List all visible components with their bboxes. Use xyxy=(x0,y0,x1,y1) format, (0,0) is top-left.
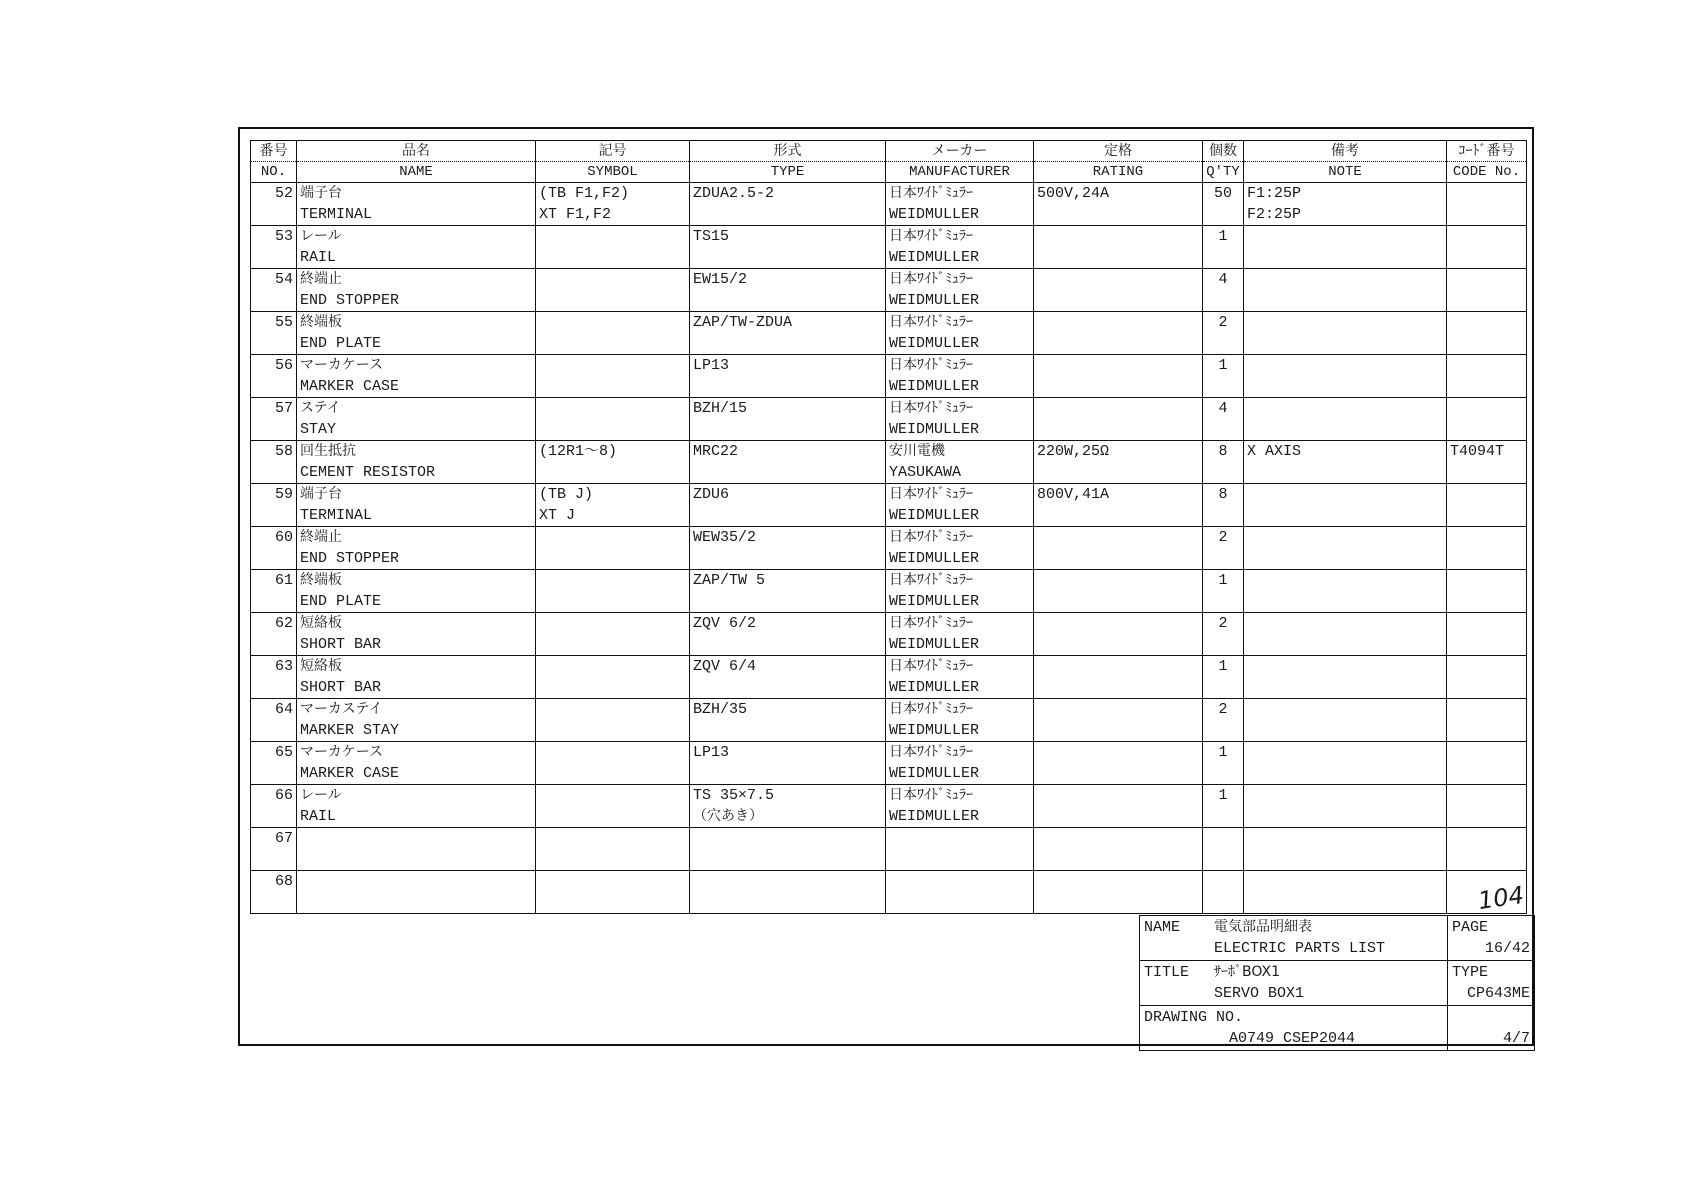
row-symbol xyxy=(536,828,690,871)
header-symbol: 記号 SYMBOL xyxy=(536,141,690,183)
row-note xyxy=(1244,183,1447,226)
table-row xyxy=(251,613,1527,656)
row-code xyxy=(1447,398,1527,441)
row-type xyxy=(690,269,886,312)
row-name-line: 短絡板 xyxy=(300,658,342,674)
row-qty: 8 xyxy=(1203,484,1244,527)
table-row xyxy=(251,742,1527,785)
row-type xyxy=(690,613,886,656)
row-note xyxy=(1244,871,1447,914)
row-qty: 4 xyxy=(1203,269,1244,312)
row-name xyxy=(297,484,536,527)
row-note xyxy=(1244,613,1447,656)
row-manufacturer-line: 日本ﾜｲﾄﾞﾐｭﾗｰ xyxy=(889,486,973,502)
row-manufacturer xyxy=(886,355,1034,398)
row-code xyxy=(1447,183,1527,226)
row-manufacturer-line: 日本ﾜｲﾄﾞﾐｭﾗｰ xyxy=(889,701,973,717)
row-type xyxy=(690,183,886,226)
row-name-line: END STOPPER xyxy=(300,292,400,309)
parts-table xyxy=(250,140,1527,914)
header-name: 品名 NAME xyxy=(297,141,536,183)
row-manufacturer-line: WEIDMULLER xyxy=(889,421,980,438)
row-qty xyxy=(1203,828,1244,871)
row-rating xyxy=(1034,785,1203,828)
row-type xyxy=(690,656,886,699)
row-name-line: 終端止 xyxy=(300,271,342,287)
row-qty: 1 xyxy=(1203,656,1244,699)
row-name-line: MARKER CASE xyxy=(300,378,400,395)
row-manufacturer-line: 日本ﾜｲﾄﾞﾐｭﾗｰ xyxy=(889,271,973,287)
row-type xyxy=(690,398,886,441)
row-qty: 50 xyxy=(1203,183,1244,226)
table-header-row xyxy=(251,141,1527,183)
header-manufacturer: メーカー MANUFACTURER xyxy=(886,141,1034,183)
row-rating xyxy=(1034,871,1203,914)
table-row xyxy=(251,570,1527,613)
table-row xyxy=(251,355,1527,398)
row-type xyxy=(690,441,886,484)
row-type xyxy=(690,785,886,828)
row-qty: 2 xyxy=(1203,613,1244,656)
row-note-line: F2:25P xyxy=(1247,206,1302,223)
row-name-line: ステイ xyxy=(300,400,341,416)
row-rating xyxy=(1034,312,1203,355)
row-symbol xyxy=(536,183,690,226)
row-manufacturer xyxy=(886,742,1034,785)
row-type-line: MRC22 xyxy=(693,443,739,460)
row-manufacturer xyxy=(886,871,1034,914)
header-qty: 個数 Q'TY xyxy=(1203,141,1244,183)
row-manufacturer-line: WEIDMULLER xyxy=(889,679,980,696)
row-name xyxy=(297,269,536,312)
row-note xyxy=(1244,226,1447,269)
row-note xyxy=(1244,441,1447,484)
row-note xyxy=(1244,312,1447,355)
row-manufacturer xyxy=(886,441,1034,484)
row-note xyxy=(1244,398,1447,441)
row-symbol xyxy=(536,441,690,484)
row-manufacturer xyxy=(886,226,1034,269)
table-row xyxy=(251,183,1527,226)
row-manufacturer-line: 日本ﾜｲﾄﾞﾐｭﾗｰ xyxy=(889,744,973,760)
row-name xyxy=(297,570,536,613)
row-type-line: ZQV 6/4 xyxy=(693,658,757,675)
table-row xyxy=(251,269,1527,312)
row-manufacturer-line: WEIDMULLER xyxy=(889,550,980,567)
row-rating xyxy=(1034,355,1203,398)
row-symbol xyxy=(536,527,690,570)
row-rating xyxy=(1034,226,1203,269)
row-number: 54 xyxy=(251,269,297,312)
row-manufacturer-line: 日本ﾜｲﾄﾞﾐｭﾗｰ xyxy=(889,185,973,201)
row-symbol xyxy=(536,699,690,742)
row-number: 60 xyxy=(251,527,297,570)
row-type xyxy=(690,871,886,914)
row-manufacturer-line: WEIDMULLER xyxy=(889,378,980,395)
row-qty: 2 xyxy=(1203,699,1244,742)
row-manufacturer-line: YASUKAWA xyxy=(889,464,962,481)
row-note xyxy=(1244,570,1447,613)
title-block-type: TYPE CP643ME xyxy=(1448,961,1535,1006)
row-manufacturer-line: WEIDMULLER xyxy=(889,335,980,352)
row-code xyxy=(1447,613,1527,656)
row-number: 68 xyxy=(251,871,297,914)
row-code xyxy=(1447,484,1527,527)
row-code xyxy=(1447,269,1527,312)
row-qty: 1 xyxy=(1203,742,1244,785)
row-manufacturer-line: 日本ﾜｲﾄﾞﾐｭﾗｰ xyxy=(889,228,973,244)
row-name-line: RAIL xyxy=(300,249,337,266)
row-number: 63 xyxy=(251,656,297,699)
row-manufacturer xyxy=(886,613,1034,656)
row-code xyxy=(1447,226,1527,269)
header-type: 形式 TYPE xyxy=(690,141,886,183)
row-symbol-line: (TB F1,F2) xyxy=(539,185,630,202)
row-number: 67 xyxy=(251,828,297,871)
row-name xyxy=(297,656,536,699)
row-rating xyxy=(1034,742,1203,785)
row-type-line: LP13 xyxy=(693,744,730,761)
row-name-line: STAY xyxy=(300,421,337,438)
row-note xyxy=(1244,699,1447,742)
row-name-line: 端子台 xyxy=(300,185,342,201)
row-code xyxy=(1447,699,1527,742)
row-name xyxy=(297,828,536,871)
row-name-line: 短絡板 xyxy=(300,615,342,631)
row-name xyxy=(297,785,536,828)
row-manufacturer-line: 日本ﾜｲﾄﾞﾐｭﾗｰ xyxy=(889,572,973,588)
row-type-line: BZH/35 xyxy=(693,701,748,718)
row-type-line: （穴あき） xyxy=(693,808,763,824)
row-symbol xyxy=(536,785,690,828)
row-code: T4094T xyxy=(1447,441,1527,484)
row-name-line: TERMINAL xyxy=(300,206,373,223)
row-name-line: 端子台 xyxy=(300,486,342,502)
row-manufacturer-line: 安川電機 xyxy=(889,443,945,459)
row-note-line: F1:25P xyxy=(1247,185,1302,202)
row-type-line: WEW35/2 xyxy=(693,529,757,546)
row-name-line: RAIL xyxy=(300,808,337,825)
row-symbol xyxy=(536,269,690,312)
row-type-line: BZH/15 xyxy=(693,400,748,417)
table-row xyxy=(251,527,1527,570)
row-number: 64 xyxy=(251,699,297,742)
row-symbol xyxy=(536,656,690,699)
title-block xyxy=(1139,915,1535,1051)
row-rating xyxy=(1034,828,1203,871)
row-manufacturer-line: 日本ﾜｲﾄﾞﾐｭﾗｰ xyxy=(889,787,973,803)
row-number: 59 xyxy=(251,484,297,527)
row-symbol xyxy=(536,398,690,441)
row-name-line: END PLATE xyxy=(300,335,382,352)
title-block-drawing-no: DRAWING NO. A0749 CSEP2044 xyxy=(1140,1006,1448,1051)
row-name xyxy=(297,527,536,570)
row-name-line: END PLATE xyxy=(300,593,382,610)
row-name-line: SHORT BAR xyxy=(300,679,382,696)
row-type xyxy=(690,312,886,355)
row-manufacturer-line: WEIDMULLER xyxy=(889,206,980,223)
header-rating: 定格 RATING xyxy=(1034,141,1203,183)
header-note: 備考 NOTE xyxy=(1244,141,1447,183)
row-manufacturer-line: WEIDMULLER xyxy=(889,765,980,782)
row-name-line: CEMENT RESISTOR xyxy=(300,464,436,481)
row-name xyxy=(297,355,536,398)
row-name-line: MARKER CASE xyxy=(300,765,400,782)
row-symbol xyxy=(536,613,690,656)
row-name xyxy=(297,871,536,914)
row-number: 62 xyxy=(251,613,297,656)
table-row xyxy=(251,484,1527,527)
row-qty xyxy=(1203,871,1244,914)
row-manufacturer-line: WEIDMULLER xyxy=(889,593,980,610)
row-manufacturer xyxy=(886,570,1034,613)
row-manufacturer-line: 日本ﾜｲﾄﾞﾐｭﾗｰ xyxy=(889,400,973,416)
row-note xyxy=(1244,828,1447,871)
row-name-line: マーカケース xyxy=(300,744,384,760)
row-name xyxy=(297,742,536,785)
row-name-line: 終端板 xyxy=(300,572,342,588)
row-manufacturer-line: 日本ﾜｲﾄﾞﾐｭﾗｰ xyxy=(889,357,973,373)
row-symbol xyxy=(536,355,690,398)
table-row xyxy=(251,398,1527,441)
row-symbol-line: XT F1,F2 xyxy=(539,206,612,223)
row-name-line: MARKER STAY xyxy=(300,722,400,739)
row-type xyxy=(690,699,886,742)
title-block-title: TITLE ｻｰﾎﾞBOX1 SERVO BOX1 xyxy=(1140,961,1448,1006)
row-manufacturer xyxy=(886,828,1034,871)
row-manufacturer xyxy=(886,527,1034,570)
row-type xyxy=(690,226,886,269)
row-manufacturer-line: WEIDMULLER xyxy=(889,808,980,825)
row-manufacturer-line: WEIDMULLER xyxy=(889,722,980,739)
row-name xyxy=(297,613,536,656)
row-name xyxy=(297,226,536,269)
row-type-line: LP13 xyxy=(693,357,730,374)
row-symbol-line: (TB J) xyxy=(539,486,594,503)
row-number: 55 xyxy=(251,312,297,355)
row-name xyxy=(297,312,536,355)
row-name-line: END STOPPER xyxy=(300,550,400,567)
row-type xyxy=(690,742,886,785)
row-manufacturer xyxy=(886,699,1034,742)
row-rating: 500V,24A xyxy=(1034,183,1203,226)
row-manufacturer xyxy=(886,312,1034,355)
row-note xyxy=(1244,742,1447,785)
row-type-line: ZAP/TW-ZDUA xyxy=(693,314,793,331)
row-manufacturer-line: 日本ﾜｲﾄﾞﾐｭﾗｰ xyxy=(889,658,973,674)
row-manufacturer-line: WEIDMULLER xyxy=(889,507,980,524)
row-type xyxy=(690,484,886,527)
row-code xyxy=(1447,312,1527,355)
row-code xyxy=(1447,527,1527,570)
row-type xyxy=(690,527,886,570)
row-type-line: ZDUA2.5-2 xyxy=(693,185,775,202)
handwritten-number: 104 xyxy=(1476,880,1526,916)
row-name xyxy=(297,183,536,226)
row-note xyxy=(1244,484,1447,527)
row-symbol xyxy=(536,742,690,785)
row-symbol xyxy=(536,226,690,269)
row-rating xyxy=(1034,269,1203,312)
row-code xyxy=(1447,828,1527,871)
row-note xyxy=(1244,785,1447,828)
row-number: 65 xyxy=(251,742,297,785)
title-block-sheet: 4/7 xyxy=(1448,1006,1535,1051)
row-code xyxy=(1447,355,1527,398)
row-manufacturer xyxy=(886,785,1034,828)
row-name-line: マーカステイ xyxy=(300,701,383,717)
row-manufacturer xyxy=(886,484,1034,527)
row-type-line: ZDU6 xyxy=(693,486,730,503)
table-row xyxy=(251,699,1527,742)
row-manufacturer-line: 日本ﾜｲﾄﾞﾐｭﾗｰ xyxy=(889,314,973,330)
row-manufacturer-line: WEIDMULLER xyxy=(889,249,980,266)
row-symbol-line: XT J xyxy=(539,507,576,524)
row-number: 66 xyxy=(251,785,297,828)
row-manufacturer xyxy=(886,183,1034,226)
row-number: 52 xyxy=(251,183,297,226)
row-code xyxy=(1447,742,1527,785)
row-qty: 1 xyxy=(1203,355,1244,398)
table-row xyxy=(251,226,1527,269)
row-code xyxy=(1447,656,1527,699)
row-name xyxy=(297,398,536,441)
header-no: 番号 NO. xyxy=(251,141,297,183)
row-type-line: TS15 xyxy=(693,228,730,245)
row-note xyxy=(1244,355,1447,398)
row-symbol xyxy=(536,570,690,613)
row-rating: 220W,25Ω xyxy=(1034,441,1203,484)
row-name-line: マーカケース xyxy=(300,357,384,373)
row-number: 56 xyxy=(251,355,297,398)
row-manufacturer-line: WEIDMULLER xyxy=(889,636,980,653)
row-qty: 2 xyxy=(1203,527,1244,570)
row-manufacturer-line: 日本ﾜｲﾄﾞﾐｭﾗｰ xyxy=(889,615,973,631)
table-row xyxy=(251,441,1527,484)
table-row xyxy=(251,871,1527,914)
row-type xyxy=(690,355,886,398)
row-name-line: TERMINAL xyxy=(300,507,373,524)
row-name-line: 終端止 xyxy=(300,529,342,545)
row-name-line: レール xyxy=(300,787,342,803)
row-note xyxy=(1244,527,1447,570)
row-rating xyxy=(1034,613,1203,656)
table-row xyxy=(251,785,1527,828)
row-rating xyxy=(1034,398,1203,441)
row-qty: 1 xyxy=(1203,785,1244,828)
row-type xyxy=(690,570,886,613)
row-rating xyxy=(1034,527,1203,570)
row-qty: 8 xyxy=(1203,441,1244,484)
row-name-line: 回生抵抗 xyxy=(300,443,356,459)
row-rating xyxy=(1034,570,1203,613)
row-name-line: 終端板 xyxy=(300,314,342,330)
row-note xyxy=(1244,269,1447,312)
title-block-page: PAGE 16/42 xyxy=(1448,916,1535,961)
row-name-line: SHORT BAR xyxy=(300,636,382,653)
row-rating: 800V,41A xyxy=(1034,484,1203,527)
row-qty: 4 xyxy=(1203,398,1244,441)
row-rating xyxy=(1034,699,1203,742)
row-qty: 1 xyxy=(1203,570,1244,613)
row-number: 53 xyxy=(251,226,297,269)
row-type-line: ZQV 6/2 xyxy=(693,615,757,632)
row-name xyxy=(297,441,536,484)
row-name-line: レール xyxy=(300,228,342,244)
row-symbol xyxy=(536,312,690,355)
row-code xyxy=(1447,570,1527,613)
row-manufacturer xyxy=(886,656,1034,699)
row-number: 58 xyxy=(251,441,297,484)
row-manufacturer-line: 日本ﾜｲﾄﾞﾐｭﾗｰ xyxy=(889,529,973,545)
table-row xyxy=(251,312,1527,355)
row-symbol xyxy=(536,871,690,914)
row-number: 57 xyxy=(251,398,297,441)
row-name xyxy=(297,699,536,742)
row-symbol xyxy=(536,484,690,527)
title-block-name: NAME 電気部品明細表 ELECTRIC PARTS LIST xyxy=(1140,916,1448,961)
row-rating xyxy=(1034,656,1203,699)
row-qty: 2 xyxy=(1203,312,1244,355)
row-type-line: TS 35×7.5 xyxy=(693,787,775,804)
row-manufacturer xyxy=(886,269,1034,312)
row-code xyxy=(1447,785,1527,828)
row-qty: 1 xyxy=(1203,226,1244,269)
row-number: 61 xyxy=(251,570,297,613)
row-type-line: EW15/2 xyxy=(693,271,748,288)
row-symbol-line: (12R1～8) xyxy=(539,443,618,460)
row-note-line: X AXIS xyxy=(1247,443,1302,460)
row-type-line: ZAP/TW 5 xyxy=(693,572,766,589)
row-manufacturer-line: WEIDMULLER xyxy=(889,292,980,309)
row-note xyxy=(1244,656,1447,699)
table-row xyxy=(251,656,1527,699)
header-code: ｺｰﾄﾞ番号 CODE No. xyxy=(1447,141,1527,183)
row-type xyxy=(690,828,886,871)
row-manufacturer xyxy=(886,398,1034,441)
table-row xyxy=(251,828,1527,871)
